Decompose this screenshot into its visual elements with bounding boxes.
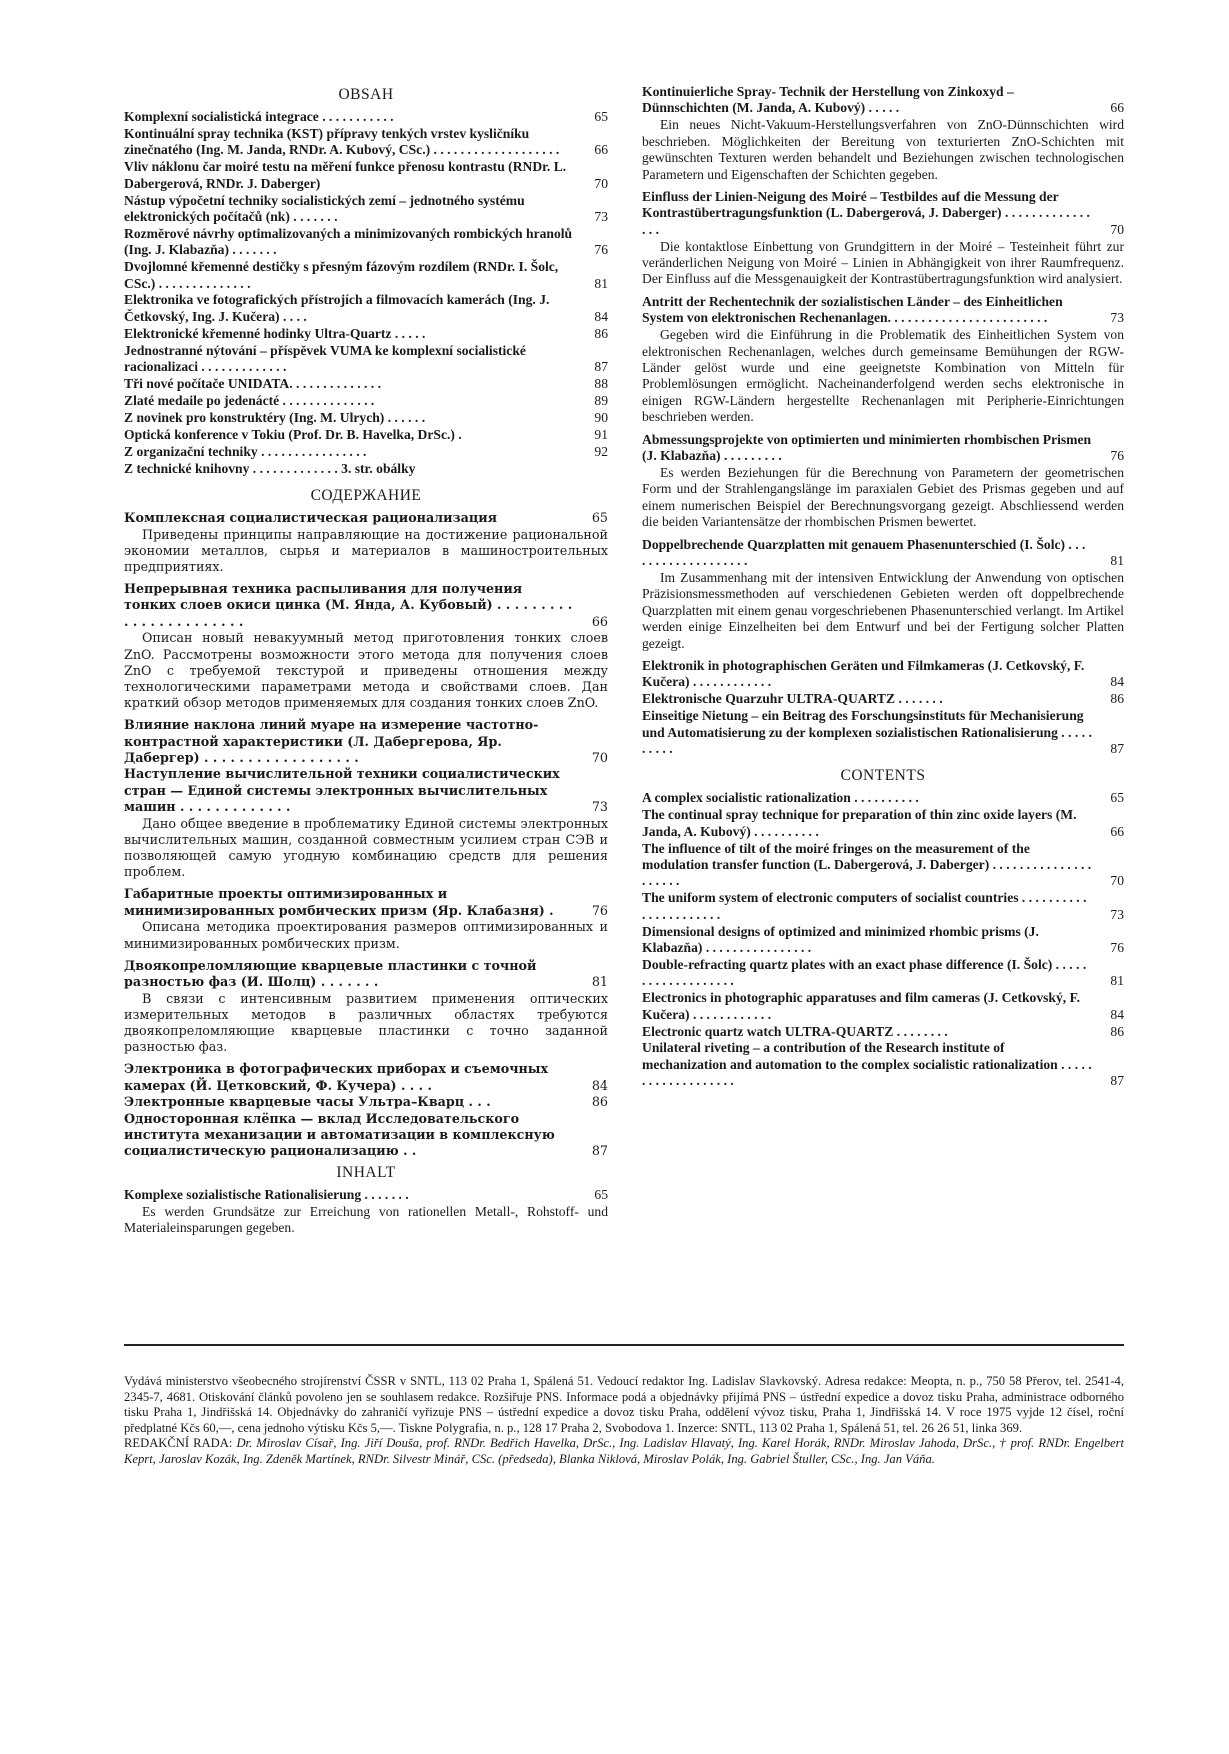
toc-entry-page: 70: [1110, 221, 1124, 237]
toc-entry-title: Unilateral riveting – a contribution of the Research institute of mechanization and automation to the complex socialistic rationalization . . . . . . . . . . . . . . . . . . .: [642, 1040, 1092, 1089]
toc-entry: [642, 708, 1124, 757]
toc-entry: [124, 1187, 608, 1203]
toc-entry-title: Electronic quartz watch ULTRA-QUARTZ . . . . . . . .: [642, 1023, 948, 1039]
toc-entry: [124, 958, 608, 990]
toc-entry: [642, 924, 1124, 957]
toc-entry-page: 90: [594, 409, 608, 425]
obsah-list: [124, 109, 608, 477]
toc-entry: [642, 957, 1124, 990]
toc-entry-page: 66: [591, 613, 608, 629]
toc-entry-title: The uniform system of electronic computers of socialist countries . . . . . . . . . . . . . . . . . . . . . .: [642, 890, 1087, 922]
toc-entry: [124, 1094, 608, 1110]
toc-entry-abstract: Gegeben wird die Einführung in die Problematik des Einheitlichen System von elektronischen Rechenanlagen, welches durch gemeinsame Bemühungen der RGW-Länder gelöst wurde und eine geeignetste Kombination von Mitteln für Problemlösungen ermöglicht. Nacheinanderfolgend werden sechs elektronische in einigen RGW-Ländern hergestellte Rechenanlagen mit Peripherie-Einrichtungen beschrieben werden.: [642, 327, 1124, 425]
toc-entry-title: Elektronické křemenné hodinky Ultra-Quartz . . . . .: [124, 325, 426, 341]
toc-entry: [124, 376, 608, 392]
toc-entry: [642, 890, 1124, 923]
toc-entry-page: 84: [1110, 1006, 1124, 1022]
toc-entry-title: The influence of tilt of the moiré fringes on the measurement of the modulation transfer function (L. Dabergerová, J. Daberger) . . . . . . . . . . . . . . . . . . . . .: [642, 840, 1092, 889]
editorial-board-label: REDAKČNÍ RADA:: [124, 1436, 233, 1451]
imprint: [124, 1374, 1124, 1468]
toc-entry-page: 86: [591, 1094, 608, 1110]
toc-entry-abstract: Описана методика проектирования размеров оптимизированных и минимизированных ромбических призм.: [124, 919, 608, 951]
toc-entry-page: 87: [1110, 740, 1124, 756]
toc-entry: [642, 432, 1124, 465]
toc-entry-page: 87: [1110, 1073, 1124, 1089]
toc-entry-title: Abmessungsprojekte von optimierten und minimierten rhombischen Prismen (J. Klabazňa) . . . . . . . . .: [642, 431, 1092, 464]
toc-entry-abstract: Описан новый невакуумный метод приготовления тонких слоев ZnO. Рассмотрены возможности этого метода для получения слоев ZnO с требуемой текстурой и приведены отношения между технологическими параметрами метода и свойствами слоев. Дан краткий обзор методов применяемых для создания тонких слоев ZnO.: [124, 630, 608, 711]
toc-entry-title: Komplexe sozialistische Rationalisierung . . . . . . .: [124, 1186, 409, 1202]
toc-entry: [124, 1061, 608, 1093]
toc-entry: [124, 343, 608, 376]
toc-entry: [124, 259, 608, 292]
toc-entry-page: 86: [1110, 1023, 1124, 1039]
toc-entry-page: 73: [1110, 310, 1124, 326]
toc-entry-page: 66: [594, 142, 608, 158]
toc-entry-title: Наступление вычислительной техники социалистических стран — Единой системы электронных вычислительных машин . . . . . . . . . . . . .: [124, 766, 560, 814]
right-column: [642, 84, 1124, 1090]
toc-entry: [642, 1024, 1124, 1040]
toc-entry-abstract: Ein neues Nicht-Vakuum-Herstellungsverfahren von ZnO-Dünnschichten wird beschrieben. Möglichkeiten der Bereitung von texturierten ZnO-Schichten mit gewünschten Texturen werden behandelt und Beziehungen zwischen technologischen Parametern und Eigenschaften der Schichten gegeben.: [642, 117, 1124, 182]
toc-entry: [124, 766, 608, 815]
toc-entry: [642, 1040, 1124, 1089]
toc-entry: [124, 444, 608, 460]
toc-entry-title: Kontinuální spray technika (KST) přípravy tenkých vrstev kysličníku zinečnatého (Ing. M. Janda, RNDr. A. Kubový, CSc.) . . . . . . . . . . . . . . . . . . .: [124, 125, 560, 158]
toc-entry-page: 66: [1110, 100, 1124, 116]
toc-entry: [124, 581, 608, 630]
toc-entry-abstract: Дано общее введение в проблематику Единой системы электронных вычислительных машин, созданной совместным усилием стран СЭВ и позволяющей самую угодную комбинацию средств для решения проблем.: [124, 815, 608, 880]
toc-entry: [124, 510, 608, 526]
toc-entry-title: Einseitige Nietung – ein Beitrag des Forschungsinstituts für Mechanisierung und Automatisierung zu der komplexen sozialistischen Rationalisierung . . . . . . . . . .: [642, 708, 1092, 756]
toc-entry: [124, 109, 608, 125]
toc-entry-title: A complex socialistic rationalization . . . . . . . . . .: [642, 790, 919, 806]
toc-entry-page: 70: [594, 175, 608, 191]
inhalt-list-part1: [124, 1187, 608, 1237]
toc-entry-title: Влияние наклона линий муаре на измерение частотно-контрастной характеристики (Л. Дабергерова, Яр. Дабергер) . . . . . . . . . . . . . . . . . .: [124, 717, 539, 765]
toc-entry-title: Einfluss der Linien-Neigung des Moiré – Testbildes auf die Messung der Kontrastübertragungsfunktion (L. Dabergerová, J. Daberger) . . . . . . . . . . . . . . . .: [642, 188, 1090, 237]
toc-entry-page: 81: [1110, 973, 1124, 989]
toc-entry-page: 88: [594, 376, 608, 391]
toc-entry-title: Tři nové počítače UNIDATA. . . . . . . . . . . . . .: [124, 376, 381, 391]
toc-entry-page: 92: [594, 443, 608, 459]
toc-entry-abstract: Es werden Grundsätze zur Erreichung von rationellen Metall-, Rohstoff- und Materialeinsparungen gegeben.: [124, 1203, 608, 1235]
obsah-heading: OBSAH: [338, 86, 394, 103]
toc-entry: [642, 990, 1124, 1023]
toc-entry-page: 70: [591, 749, 608, 765]
footer-divider: [124, 1344, 1124, 1346]
toc-entry-title: Zlaté medaile po jedenácté . . . . . . . . . . . . . .: [124, 392, 375, 408]
toc-entry-title: Rozměrové návrhy optimalizovaných a minimizovaných rombických hranolů (Ing. J. Klabazňa) . . . . . . .: [124, 225, 573, 258]
toc-entry: [124, 393, 608, 409]
toc-entry-page: 87: [591, 1143, 608, 1159]
toc-entry: [642, 189, 1124, 238]
toc-entry-page: 76: [594, 242, 608, 258]
inhalt-list-part2: [642, 84, 1124, 757]
toc-entry-page: 73: [591, 798, 608, 814]
toc-entry-title: Komplexní socialistická integrace . . . . . . . . . . .: [124, 109, 394, 124]
toc-entry: [642, 841, 1124, 890]
toc-entry: [124, 410, 608, 426]
toc-entry: [124, 427, 608, 443]
toc-entry-title: Электронные кварцевые часы Ультра–Кварц . . .: [124, 1094, 491, 1110]
toc-entry-title: Elektronika ve fotografických přístrojích a filmovacích kamerách (Ing. J. Četkovský, Ing. J. Kučera) . . . .: [124, 292, 550, 324]
toc-entry-page: 70: [1110, 873, 1124, 889]
toc-entry-page: 87: [594, 359, 608, 375]
soderzhanie-heading: СОДЕРЖАНИЕ: [310, 486, 422, 504]
toc-entry-abstract: Die kontaktlose Einbettung von Grundgittern in der Moiré – Testeinheit führt zur veränderlichen Neigung von Moiré – Linien in Abhängigkeit von ihrer Raumfrequenz. Der Einfluss auf die Messgenauigkeit der Kontrastübertragungsfunktion wird analysiert.: [642, 238, 1124, 287]
toc-entry: [124, 1111, 608, 1160]
toc-entry-title: Комплексная социалистическая рационализация: [124, 509, 497, 525]
toc-entry-title: Optická konference v Tokiu (Prof. Dr. B. Havelka, DrSc.) .: [124, 426, 462, 442]
toc-entry-page: 84: [1110, 674, 1124, 690]
left-column: [124, 84, 608, 1242]
toc-entry-page: 81: [591, 973, 608, 989]
toc-entry-title: Двоякопреломляющие кварцевые пластинки с точной разностью фаз (И. Шолц) . . . . . . .: [124, 957, 537, 989]
toc-entry-title: Vliv náklonu čar moiré testu na měření funkce přenosu kontrastu (RNDr. L. Dabergerová, RNDr. J. Daberger): [124, 159, 567, 191]
toc-entry: [124, 159, 608, 192]
toc-entry: [124, 326, 608, 342]
toc-entry-title: Z organizační techniky . . . . . . . . . . . . . . . .: [124, 443, 367, 459]
toc-entry: [642, 84, 1124, 117]
toc-entry-page: 76: [1110, 448, 1124, 464]
toc-entry-title: Непрерывная техника распыливания для получения тонких слоев окиси цинка (М. Янда, А. Кубовый) . . . . . . . . . . . . . . . . . . . . . . .: [124, 581, 573, 629]
toc-entry-page: 65: [594, 1186, 608, 1202]
editorial-board-members: Dr. Miroslav Císař, Ing. Jiří Douša, prof. RNDr. Bedřich Havelka, DrSc., Ing. Ladislav Hlavatý, Ing. Karel Horák, RNDr. Miroslav Jahoda, DrSc., † prof. RNDr. Engelbert Keprt, Jaroslav Kozák, Ing. Zdeněk Martínek, RNDr. Silvestr Minář, CSc. (předseda), Blanka Niklová, Miroslav Polák, Ing. Gabriel Štuller, CSc., Ing. Jan Váňa.: [124, 1436, 1124, 1466]
toc-entry-title: Z technické knihovny . . . . . . . . . . . . . 3. str. obálky: [124, 460, 416, 476]
toc-entry-abstract: Es werden Beziehungen für die Berechnung von Parametern der geometrischen Form und der Strahlengangslänge im paraxialen Gebiet des Prismas gegeben und auf einem numerischen Beispiel der Berechnungsvorgang gezeigt. Abschliessend werden die beiden Variantensätze der rhombischen Prismen bewertet.: [642, 464, 1124, 530]
toc-entry-title: Antritt der Rechentechnik der sozialistischen Länder – des Einheitlichen System von elektronischen Rechenanlagen. . . . . . . . . . . . . . . . . . . . . . . .: [642, 293, 1063, 326]
toc-entry-page: 89: [594, 392, 608, 408]
toc-entry-abstract: В связи с интенсивным развитием применения оптических измерительных методов в различных областях требуются двоякопреломляющие кварцевые пластинки с точно заданной разностью фаз.: [124, 990, 608, 1055]
inhalt-heading: INHALT: [336, 1163, 396, 1181]
toc-entry-title: Nástup výpočetní techniky socialistických zemí – jednotného systému elektronických počítačů (nk) . . . . . . .: [124, 192, 525, 224]
toc-entry: [642, 537, 1124, 570]
toc-entry: [124, 461, 608, 477]
toc-entry-title: Double-refracting quartz plates with an exact phase difference (I. Šolc) . . . . . . . . . . . . . . . . . . .: [642, 956, 1087, 989]
toc-entry-title: Z novinek pro konstruktéry (Ing. M. Ulrych) . . . . . .: [124, 409, 426, 425]
soderzhanie-list: [124, 510, 608, 1160]
toc-entry-page: 76: [591, 902, 608, 918]
toc-entry-page: 66: [1110, 823, 1124, 839]
toc-entry-title: Односторонная клёпка — вклад Исследовательского института механизации и автоматизации в комплексную социалистическую рационализацию . .: [124, 1111, 555, 1159]
toc-entry-page: 65: [591, 509, 608, 525]
toc-entry: [642, 807, 1124, 840]
contents-heading: CONTENTS: [840, 767, 926, 785]
toc-entry: [642, 790, 1124, 806]
toc-entry: [124, 193, 608, 226]
toc-entry: [124, 717, 608, 766]
toc-entry-title: Elektronik in photographischen Geräten und Filmkameras (J. Cetkovský, F. Kučera) . . . . . . . . . . . .: [642, 657, 1085, 690]
toc-entry: [124, 292, 608, 325]
toc-entry-title: Габаритные проекты оптимизированных и минимизированных ромбических призм (Яр. Клабазня) .: [124, 886, 554, 918]
toc-entry-page: 86: [594, 325, 608, 341]
toc-entry-page: 81: [594, 275, 608, 291]
toc-entry: [642, 658, 1124, 691]
toc-entry-page: 73: [1110, 906, 1124, 922]
toc-entry: [642, 294, 1124, 327]
toc-entry-title: Dimensional designs of optimized and minimized rhombic prisms (J. Klabazňa) . . . . . . . . . . . . . . . .: [642, 923, 1039, 955]
toc-entry: [642, 691, 1124, 707]
toc-entry-page: 73: [594, 208, 608, 224]
toc-entry-title: Elektronische Quarzuhr ULTRA-QUARTZ . . . . . . .: [642, 691, 943, 707]
toc-entry-title: Dvojlomné křemenné destičky s přesným fázovým rozdílem (RNDr. I. Šolc, CSc.) . . . . . . . . . . . . . .: [124, 259, 559, 291]
toc-entry-title: Kontinuierliche Spray- Technik der Herstellung von Zinkoxyd – Dünnschichten (M. Janda, A. Kubový) . . . . .: [642, 84, 1014, 116]
toc-entry: [124, 226, 608, 259]
contents-list: [642, 790, 1124, 1089]
toc-entry-page: 81: [1110, 552, 1124, 568]
toc-entry-title: Doppelbrechende Quarzplatten mit genauem Phasenunterschied (I. Šolc) . . . . . . . . . . . . . . . . . . .: [642, 536, 1086, 568]
toc-entry-page: 65: [1110, 790, 1124, 806]
toc-entry-title: Электроника в фотографических приборах и съемочных камерах (Й. Цетковский, Ф. Кучера) . . . .: [124, 1061, 549, 1093]
toc-entry-page: 86: [1110, 691, 1124, 707]
toc-entry-title: Electronics in photographic apparatuses and film cameras (J. Cetkovský, F. Kučera) . . . . . . . . . . . .: [642, 990, 1081, 1022]
toc-entry-title: The continual spray technique for preparation of thin zinc oxide layers (M. Janda, A. Kubový) . . . . . . . . . .: [642, 807, 1077, 839]
toc-entry-abstract: Im Zusammenhang mit der intensiven Entwicklung der Anwendung von optischen Präzisionsmessmethoden auf verschiedenen Gebieten werden oft doppelbrechende Quarzplatten mit einem genau vorgeschriebenen Phasenunterschied verlangt. Im Artikel werden einige Einzelheiten bei dem Entwurf und bei der Fertigung solcher Platten gezeigt.: [642, 569, 1124, 651]
toc-entry-abstract: Приведены принципы направляющие на достижение рациональной экономии металлов, сырья и материалов в машиностроительных предприятиях.: [124, 526, 608, 575]
toc-entry: [124, 126, 608, 159]
toc-entry-page: 84: [591, 1077, 608, 1093]
imprint-text: Vydává ministerstvo všeobecného strojírenství ČSSR v SNTL, 113 02 Praha 1, Spálená 51. Vedoucí redaktor Ing. Ladislav Slavkovský. Adresa redakce: Meopta, n. p., 750 58 Přerov, tel. 2541-4, 2345-7, 4681. Otiskování článků povoleno jen se souhlasem redakce. Rozšiřuje PNS. Informace podá a objednávky přijímá PNS – ústřední expedice a dovoz tisku Praha, administrace odborného tisku Praha 1, Jindřišská 14. Objednávky do zahraničí vyřizuje PNS – ústřední expedice a dovoz tisku Praha, oddělení vývoz tisku, Praha 1, Jindřišská 14. V roce 1975 vyjde 12 čísel, roční předplatné Kčs 60,—, cena jednoho výtisku Kčs 5,—. Tiskne Polygrafia, n. p., 128 17 Praha 2, Svobodova 1. Inzerce: SNTL, 113 02 Praha 1, Spálená 51, tel. 26 26 51, linka 369.: [124, 1374, 1124, 1435]
toc-entry: [124, 886, 608, 918]
toc-entry-page: 91: [594, 426, 608, 442]
toc-entry-title: Jednostranné nýtování – příspěvek VUMA ke komplexní socialistické racionalizaci . . . . . . . . . . . . .: [124, 342, 526, 375]
toc-entry-page: 65: [594, 109, 608, 124]
toc-entry-page: 84: [594, 308, 608, 324]
toc-entry-page: 76: [1110, 940, 1124, 955]
